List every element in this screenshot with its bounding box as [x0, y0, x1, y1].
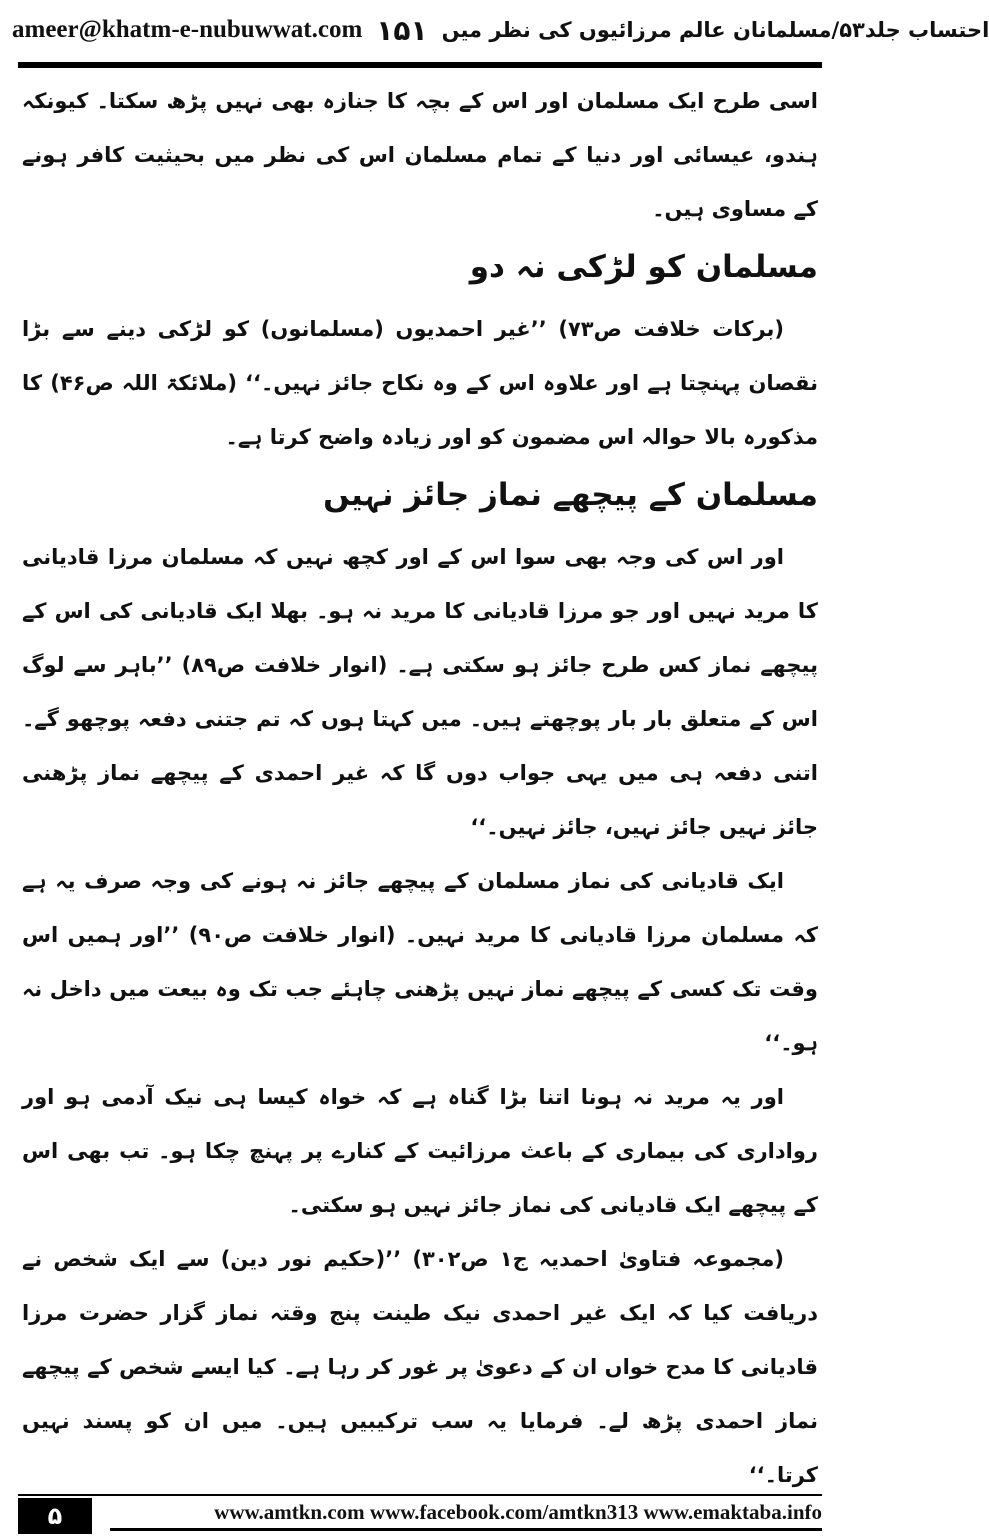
header-running-title: احتساب جلد۵۳/مسلمانان عالم مرزائیوں کی نظر میں	[441, 18, 989, 42]
paragraph: ایک قادیانی کی نماز مسلمان کے پیچھے جائز نہ ہونے کی وجہ صرف یہ ہے کہ مسلمان مرزا قادیانی کا مرید نہیں۔ (انوار خلافت ص۹۰) ’’اور ہمیں اس وقت تک کسی کے پیچھے نماز نہیں پڑھنی چاہئے جب تک وہ بیعت میں داخل نہ ہو۔‘‘	[22, 869, 819, 1055]
paragraph: اور اس کی وجہ بھی سوا اس کے اور کچھ نہیں کہ مسلمان مرزا قادیانی کا مرید نہیں اور جو مرزا قادیانی کا مرید نہ ہو۔ بھلا ایک قادیانی کی اس کے پیچھے نماز کس طرح جائز ہو سکتی ہے۔ (انوار خلافت ص۸۹) ’’باہر سے لوگ اس کے متعلق بار بار پوچھتے ہیں۔ میں کہتا ہوں کہ تم جتنی دفعہ پوچھو گے۔ اتنی دفعہ ہی میں یہی جواب دوں گا کہ غیر احمدی کے پیچھے نماز پڑھنی جائز نہیں جائز نہیں، جائز نہیں۔‘‘	[22, 545, 818, 839]
page-footer	[18, 1498, 822, 1534]
paragraph: (مجموعہ فتاویٰ احمدیہ ج۱ ص۳۰۲) ’’(حکیم نور دین) سے ایک شخص نے دریافت کیا کہ ایک غیر احمدی نیک طینت پنج وقتہ نماز گزار حضرت مرزا قادیانی کا مدح خواں ان کے دعویٰ پر غور کر رہا ہے۔ کیا ایسے شخص کے پیچھے نماز احمدی پڑھ لے۔ فرمایا یہ سب ترکیبیں ہیں۔ میں ان کو پسند نہیں کرتا۔‘‘	[22, 1247, 818, 1487]
footer-links[interactable]: www.amtkn.com www.facebook.com/amtkn313 www.emaktaba.info	[214, 1500, 822, 1524]
header-divider	[18, 62, 822, 68]
paragraph: اور یہ مرید نہ ہونا اتنا بڑا گناہ ہے کہ خواہ کیسا ہی نیک آدمی ہو اور رواداری کی بیماری کے باعث مرزائیت کے کنارے پر پہنچ چکا ہو۔ تب بھی اس کے پیچھے ایک قادیانی کی نماز جائز نہیں ہو سکتی۔	[22, 1085, 818, 1217]
footer-underline	[110, 1528, 822, 1531]
paragraph: (برکات خلافت ص۷۳) ’’غیر احمدیوں (مسلمانوں) کو لڑکی دینے سے بڑا نقصان پہنچتا ہے اور علاوہ اس کے وہ نکاح جائز نہیں۔‘‘ (ملائکۃ اللہ ص۴۶) کا مذکورہ بالا حوالہ اس مضمون کو اور زیادہ واضح کرتا ہے۔	[22, 317, 818, 449]
footer-divider	[18, 1494, 822, 1496]
page-header	[12, 8, 989, 52]
header-page-number: ۱۵۱	[376, 13, 428, 47]
paragraph: اسی طرح ایک مسلمان اور اس کے بچہ کا جنازہ بھی نہیں پڑھ سکتا۔ کیونکہ ہندو، عیسائی اور دنیا کے تمام مسلمان اس کی نظر میں بحیثیت کافر ہونے کے مساوی ہیں۔	[22, 89, 818, 221]
header-email[interactable]: ameer@khatm-e-nubuwwat.com	[12, 16, 363, 43]
section-heading: مسلمان کو لڑکی نہ دو	[469, 249, 818, 285]
page-body	[22, 74, 818, 1502]
footer-page-number: ۵	[18, 1498, 92, 1534]
section-heading: مسلمان کے پیچھے نماز جائز نہیں	[323, 477, 818, 513]
